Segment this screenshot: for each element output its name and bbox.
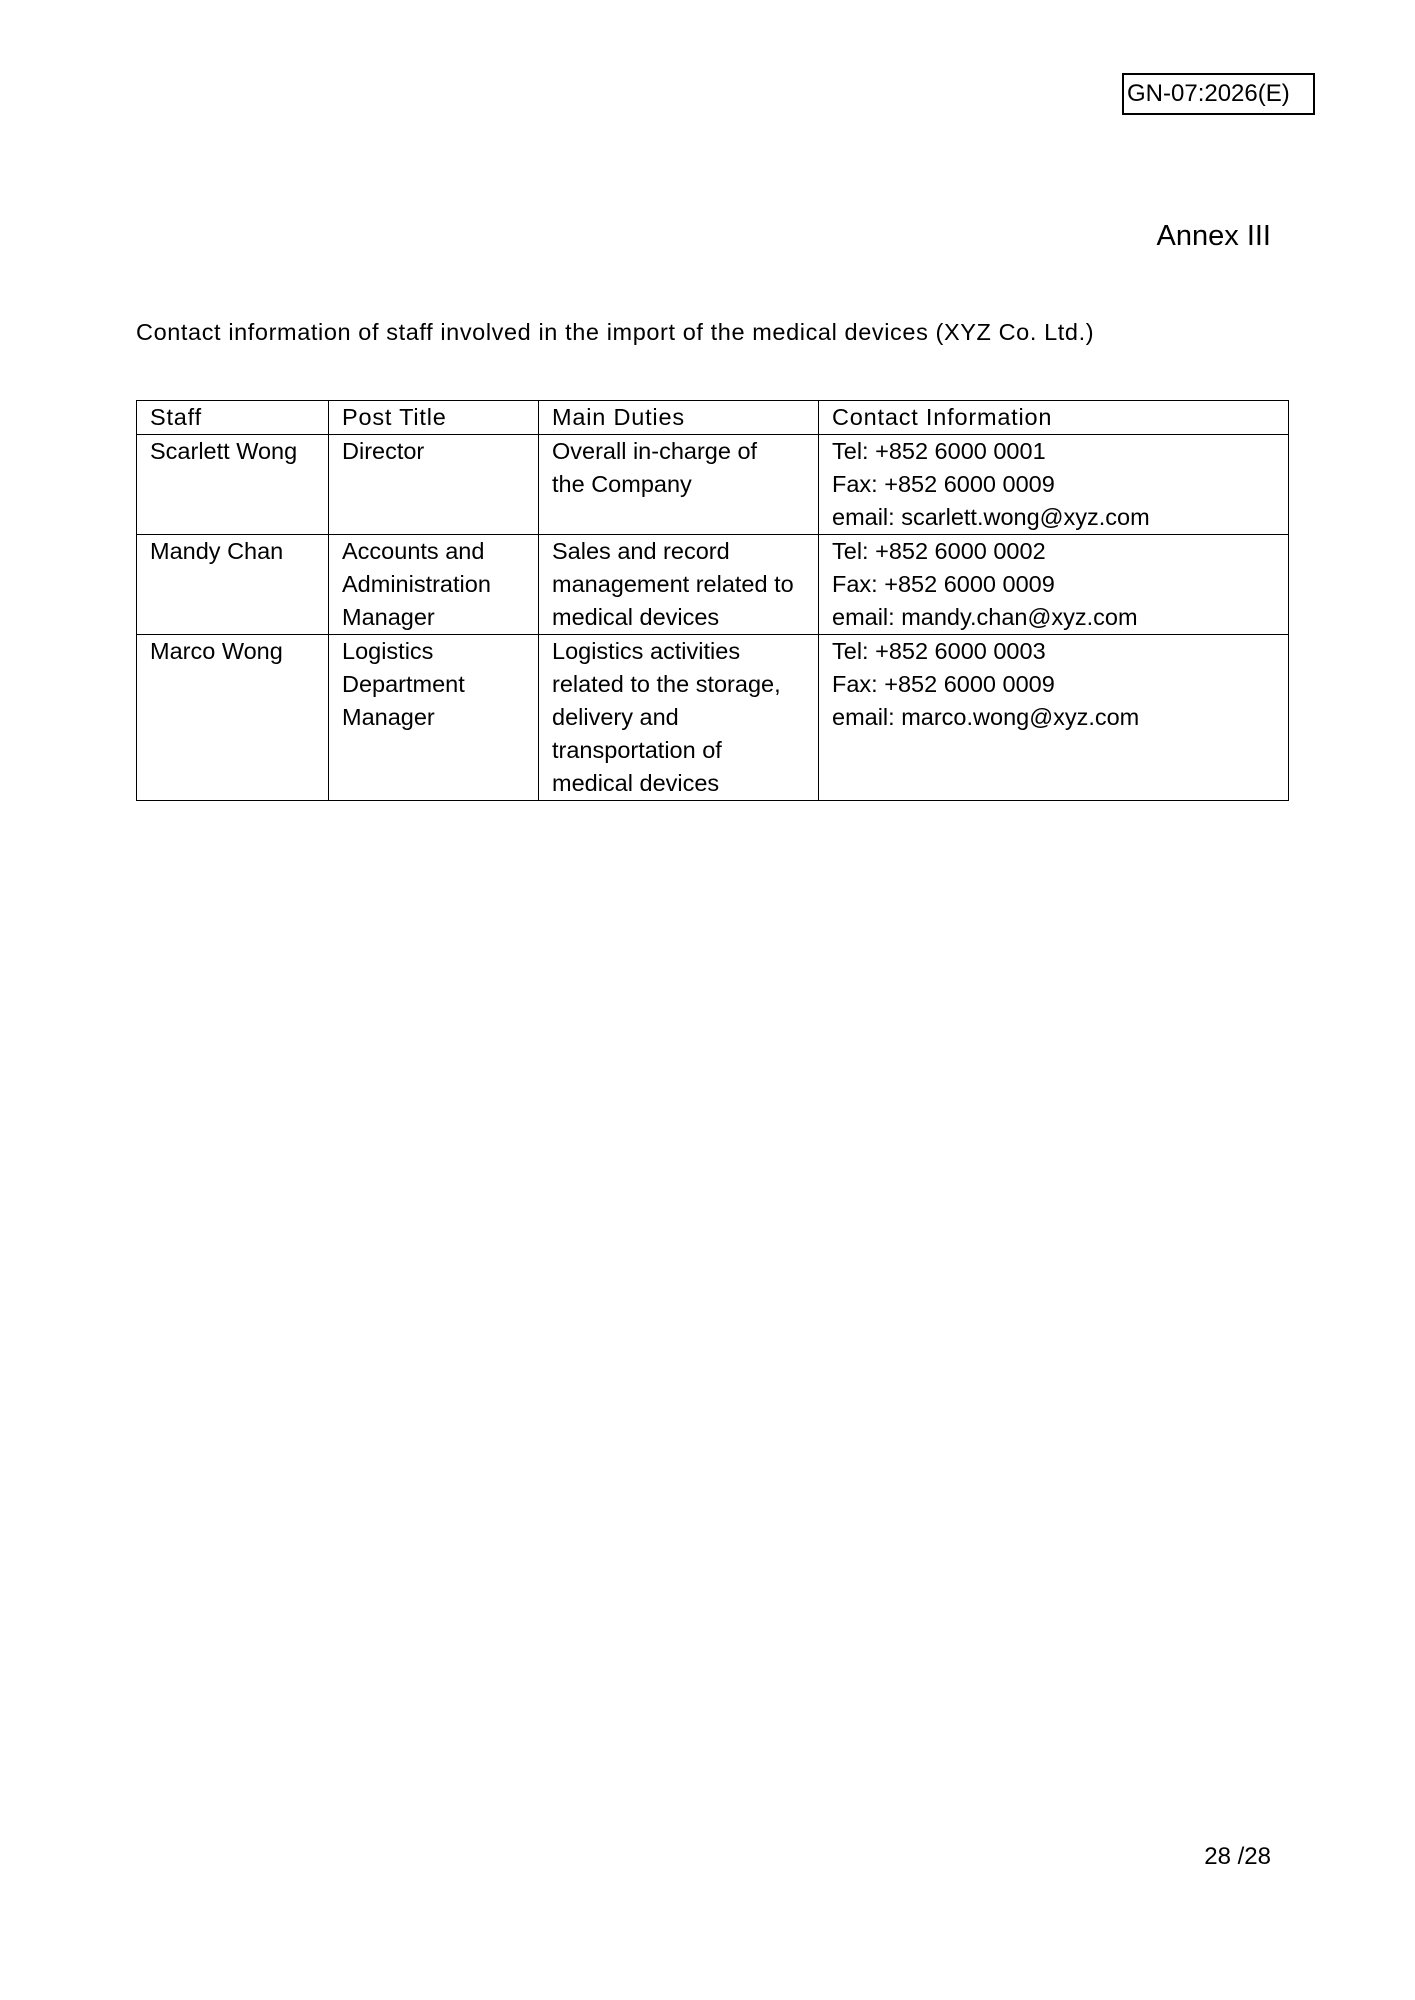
contact-fax: Fax: +852 6000 0009 xyxy=(832,471,1055,497)
contact-email: email: mandy.chan@xyz.com xyxy=(832,604,1138,630)
staff-cell xyxy=(137,635,329,801)
document-code: GN-07:2026(E) xyxy=(1127,80,1290,107)
page-number: 28 /28 xyxy=(1204,1843,1271,1870)
contact-cell xyxy=(819,435,1289,535)
main-duties-line: the Company xyxy=(552,471,692,497)
contact-cell xyxy=(819,635,1289,801)
main-duties-line: Overall in-charge of xyxy=(552,438,758,464)
main-duties-line: Logistics activities xyxy=(552,638,741,664)
column-header-contact-information: Contact Information xyxy=(819,401,1289,435)
table-row xyxy=(137,535,1289,635)
annex-title: Annex III xyxy=(1156,220,1271,252)
contact-cell xyxy=(819,535,1289,635)
table-header-row xyxy=(137,401,1289,435)
staff-name: Mandy Chan xyxy=(150,538,284,564)
staff-cell xyxy=(137,535,329,635)
contact-fax: Fax: +852 6000 0009 xyxy=(832,571,1055,597)
column-header-main-duties: Main Duties xyxy=(539,401,819,435)
staff-cell xyxy=(137,435,329,535)
table-row xyxy=(137,435,1289,535)
main-duties-line: transportation of xyxy=(552,737,722,763)
contact-email: email: marco.wong@xyz.com xyxy=(832,704,1140,730)
main-duties-line: management related to xyxy=(552,571,794,597)
main-duties-cell xyxy=(539,535,819,635)
column-header-staff: Staff xyxy=(137,401,329,435)
main-duties-cell xyxy=(539,635,819,801)
post-title-line: Manager xyxy=(342,604,435,630)
post-title-line: Manager xyxy=(342,704,435,730)
post-title-cell xyxy=(329,535,539,635)
contact-tel: Tel: +852 6000 0002 xyxy=(832,538,1046,564)
contact-email: email: scarlett.wong@xyz.com xyxy=(832,504,1150,530)
contact-fax: Fax: +852 6000 0009 xyxy=(832,671,1055,697)
main-duties-line: medical devices xyxy=(552,770,720,796)
table-row xyxy=(137,635,1289,801)
post-title-line: Director xyxy=(342,438,425,464)
post-title-line: Logistics xyxy=(342,638,434,664)
post-title-cell xyxy=(329,435,539,535)
main-duties-line: related to the storage, xyxy=(552,671,781,697)
table-caption: Contact information of staff involved in the import of the medical devices (XYZ Co. Ltd.) xyxy=(136,319,1095,345)
contact-tel: Tel: +852 6000 0003 xyxy=(832,638,1046,664)
main-duties-cell xyxy=(539,435,819,535)
post-title-line: Administration xyxy=(342,571,491,597)
main-duties-line: Sales and record xyxy=(552,538,730,564)
staff-contact-table xyxy=(136,400,1289,801)
post-title-cell xyxy=(329,635,539,801)
document-code-box xyxy=(1122,73,1315,115)
contact-tel: Tel: +852 6000 0001 xyxy=(832,438,1046,464)
column-header-post-title: Post Title xyxy=(329,401,539,435)
post-title-line: Department xyxy=(342,671,465,697)
main-duties-line: delivery and xyxy=(552,704,679,730)
staff-name: Scarlett Wong xyxy=(150,438,298,464)
main-duties-line: medical devices xyxy=(552,604,720,630)
staff-name: Marco Wong xyxy=(150,638,283,664)
post-title-line: Accounts and xyxy=(342,538,485,564)
